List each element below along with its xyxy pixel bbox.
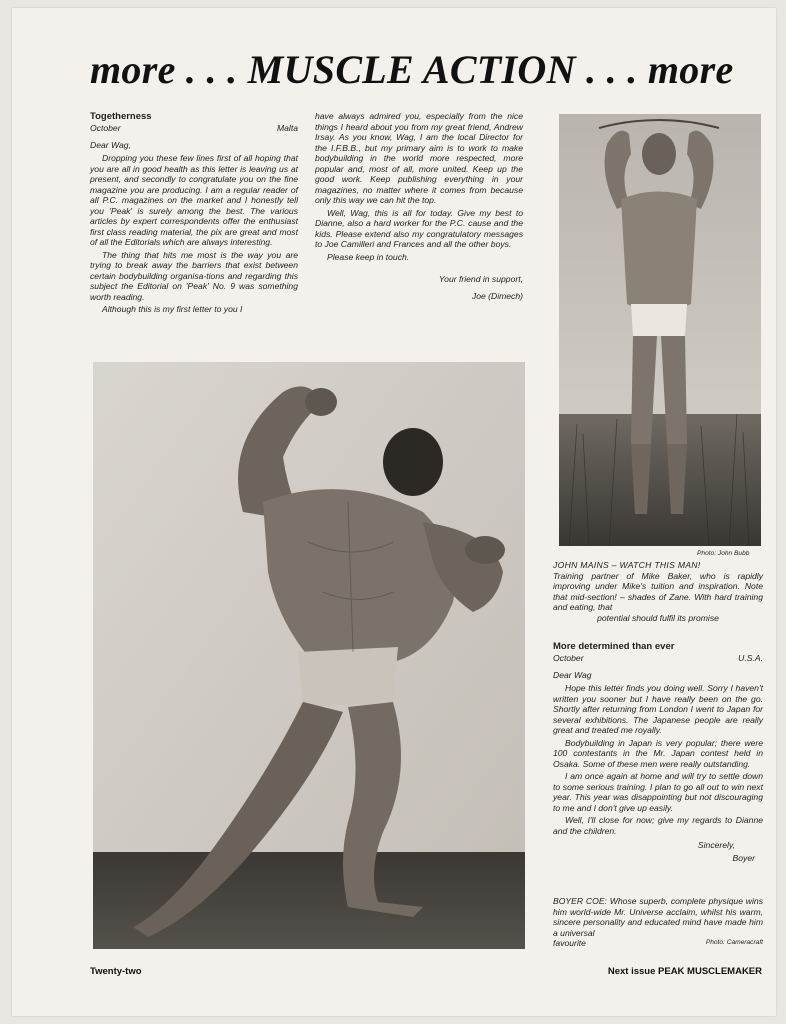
page-number: Twenty-two — [90, 966, 142, 977]
letter-column-2 — [315, 111, 523, 301]
letter-salutation: Dear Wag — [553, 669, 592, 680]
photo-boyer-coe — [93, 362, 525, 949]
caption-last-line — [553, 938, 763, 949]
letter-paragraph: The thing that hits me most is the way you are trying to break away the barriers that exist between certain bodybuilding organisa-tions and regarding this subject the Editorial on 'Peak' No. 9 was something worth reading. — [90, 249, 298, 302]
letter-closing: Sincerely, — [697, 840, 735, 850]
letter-signature: Joe (Dimech) — [471, 290, 523, 301]
letter-paragraph: Well, Wag, this is all for today. Give my best to Dianne, also a hard worker for the P.C. cause and the kids. Please extend also my congratulatory messages to Joe Camilleri and Frances and all the other boys. — [315, 207, 523, 249]
caption-body: BOYER COE: Whose superb, complete physique wins him world-wide Mr. Universe acclaim, whilst his warm, sincere personality and educated mind have made him a universal — [553, 896, 763, 938]
letter-paragraph: Bodybuilding in Japan is very popular; there were 100 contestants in the Mr. Japan contest held in Osaka. Some of these men were really outstanding. — [553, 737, 763, 769]
letter-paragraph: I am once again at home and will try to settle down to some serious training. I plan to go all out to win next year. This year was disappointing but not discouraging to me and I don't give up easily. — [553, 771, 763, 813]
caption-body: Training partner of Mike Baker, who is rapidly improving under Mike's tuition and inspiration. Note that mid-section! – shades of Zane. With hard training and eating, that — [553, 570, 763, 612]
letter-signoff: Your friend in support, — [438, 274, 523, 284]
photo-credit: Photo: Cameracraft — [705, 939, 763, 946]
next-issue-note: Next issue PEAK MUSCLEMAKER — [607, 966, 762, 977]
letter-column-1 — [90, 111, 298, 315]
letter-place: U.S.A. — [738, 653, 763, 663]
posing-photo-illustration — [93, 362, 525, 949]
letter-month: October — [553, 653, 584, 663]
magazine-page — [12, 8, 776, 1016]
caption-last-line: potential should fulfil its promise — [597, 612, 719, 623]
letter-title: More determined than ever — [553, 641, 675, 652]
caption-john-mains — [553, 560, 763, 623]
letter-signature: Boyer — [732, 852, 755, 863]
photo-john-mains — [559, 114, 761, 546]
letter-paragraph: Although this is my first letter to you I — [102, 304, 243, 314]
letter-paragraph: have always admired you, especially from the nice things I heard about you from my great friend, Andrew Irsay. As you know, Wag, I am the local Director for the I.F.B.B., but my primary aim is to work to make bodybuilding in the world more respected, more popular and, most of all, more united. Keep up the good work. Keep publishing everything in your magazines, no matter where it comes from because only this way we can hit the top. — [315, 111, 523, 205]
letter-salutation: Dear Wag, — [90, 139, 131, 150]
page-headline: more . . . MUSCLE ACTION . . . more — [90, 47, 734, 92]
letter-paragraph: Well, I'll close for now; give my regards to Dianne and the children. — [553, 815, 763, 836]
caption-last-word: favourite — [553, 938, 586, 948]
letter-meta — [553, 653, 763, 664]
letter-meta — [90, 123, 298, 134]
physique-photo-illustration — [559, 114, 761, 546]
caption-boyer-coe — [553, 896, 763, 949]
letter-place: Malta — [276, 123, 298, 133]
letter-month: October — [90, 123, 121, 133]
letter-paragraph: Dropping you these few lines first of all hoping that you are all in good health as this letter is leaving us at present, and secondly to congratulate you on the fine magazine you are producing. I am a regular reader of all P.C. magazines on the market and I honestly tell you 'Peak' is surely among the best. The various articles by expert correspondents offer the enthusiast first class reading material, the pix are great and most of all the Editorials which are always interesting. — [90, 153, 298, 247]
caption-lead: JOHN MAINS – WATCH THIS MAN! — [553, 560, 701, 570]
photo-credit: Photo: John Bubb — [697, 550, 750, 557]
letter-paragraph: Please keep in touch. — [327, 251, 410, 262]
letter-2 — [553, 641, 763, 863]
letter-paragraph: Hope this letter finds you doing well. Sorry I haven't written you sooner but I have really been on the go. Shortly after returning from London I went to Japan for several exhibitions. The Japanese people are really great and treated me royally. — [553, 683, 763, 735]
letter-title: Togetherness — [90, 111, 152, 122]
